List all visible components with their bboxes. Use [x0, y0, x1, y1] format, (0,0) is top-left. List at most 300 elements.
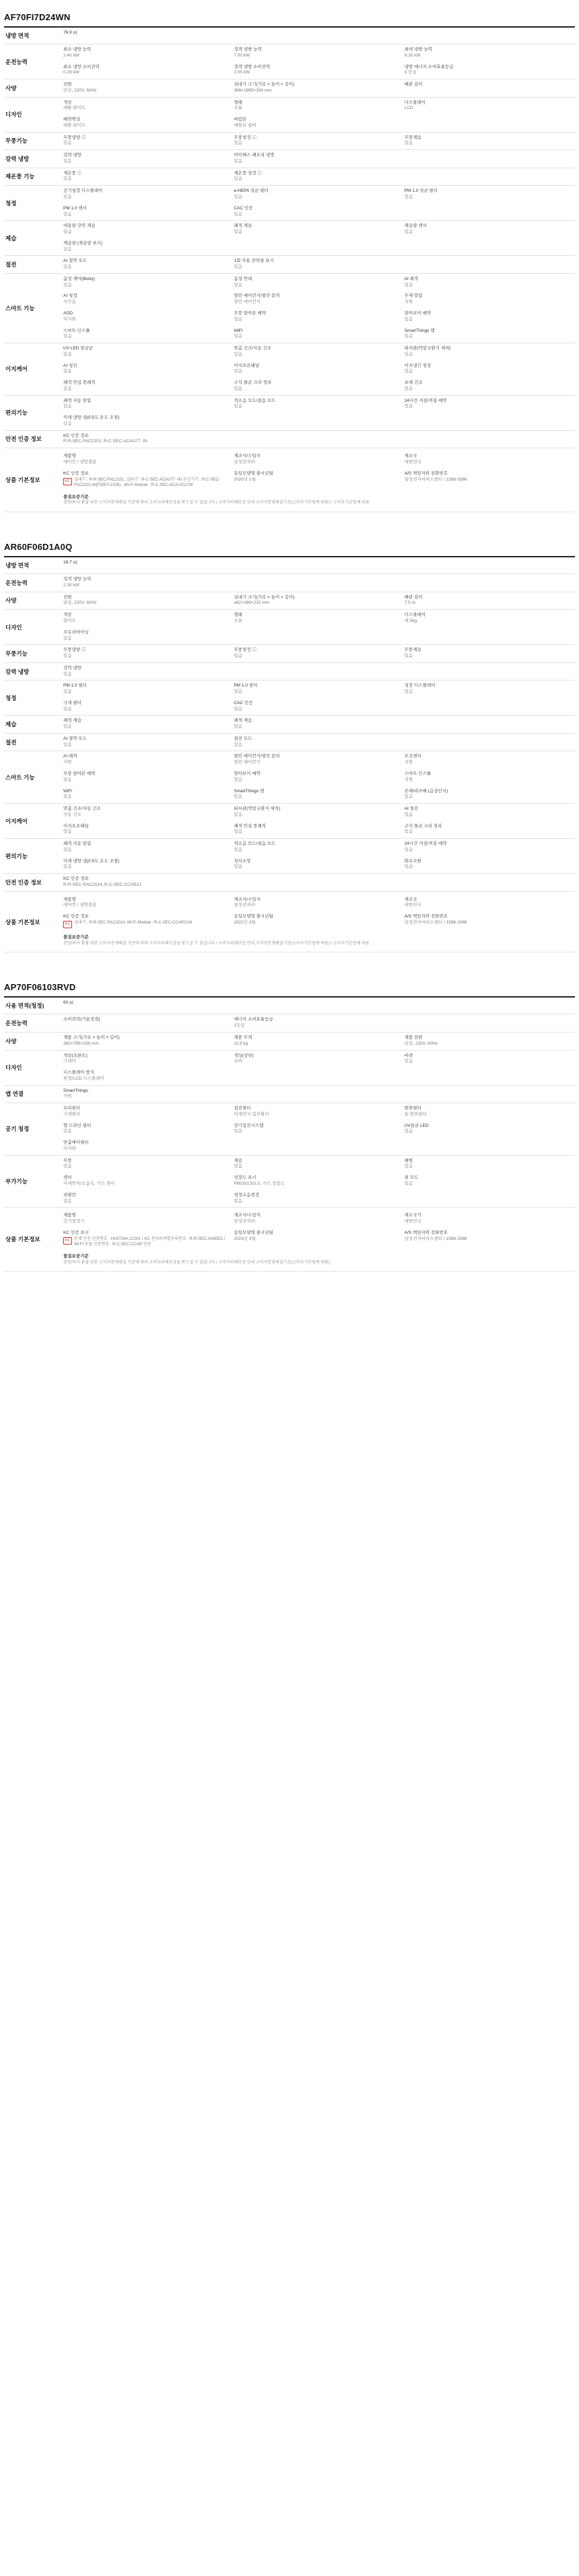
spec-cell [234, 44, 404, 62]
spec-cell-value: 있음 [404, 1059, 413, 1064]
basic-info-wrap [63, 1208, 575, 1271]
quality-warranty-title [63, 931, 575, 948]
spec-cell [63, 308, 234, 326]
spec-cell [234, 874, 404, 891]
spec-cell-label: 맞춤 건조/자동 건조 [63, 806, 101, 812]
spec-row-cells [63, 1103, 575, 1156]
spec-cell-value: R-R-SEC-FAC2101, R-C-SEC-ACAU77 -IN [63, 439, 147, 444]
spec-cell-label: CAC 인증 [234, 700, 253, 705]
basic-info-cell [63, 911, 234, 931]
cell-grid [63, 1190, 575, 1208]
spec-cell-label: 배면벽상 [63, 117, 81, 123]
spec-cell [234, 203, 404, 221]
basic-info-cell [405, 451, 575, 468]
spec-cell-label: 쾌적 제습 [234, 223, 252, 229]
basic-info-cell-label: 동일모델명 출시년월 [234, 914, 273, 919]
spec-cell [234, 1014, 404, 1032]
cell-grid [63, 221, 575, 238]
spec-row-label: 사양 [5, 1037, 17, 1045]
spec-cell [234, 28, 404, 40]
basic-info-cell-value: 삼성전자㈜ [234, 903, 255, 908]
spec-cell-label: 쾌적 자동 알림 [63, 841, 92, 847]
spec-cell [63, 839, 234, 856]
spec-cell-value: 숯 탈취필터 [404, 1111, 427, 1117]
spec-cell-label: 프리필터 [63, 1106, 81, 1111]
cell-grid [63, 114, 575, 132]
basic-info-cell-label: A/S 책임자와 전화번호 [404, 1230, 448, 1235]
basic-info-cell [63, 1210, 234, 1228]
spec-cell-value: 있음 [63, 706, 72, 711]
basic-info-cell [234, 1228, 404, 1250]
basic-info-wrap [63, 448, 575, 512]
spec-row-cells [63, 804, 575, 839]
spec-cell-label: 배관 길이 [404, 82, 423, 88]
spec-cell [234, 431, 404, 448]
basic-info-cell [234, 1210, 404, 1228]
spec-cell [234, 1121, 404, 1138]
spec-row-cells [63, 186, 575, 221]
cell-grid [63, 998, 575, 1010]
spec-cell [234, 681, 404, 698]
spec-cell [405, 62, 575, 79]
cell-grid [63, 238, 575, 256]
spec-cell-label: 쾌적 제습 [234, 718, 252, 724]
spec-cell-label: 화우소원 [404, 858, 421, 864]
spec-cell [63, 203, 234, 221]
kc-certification [63, 1237, 230, 1247]
quality-warranty-heading: 품질보증기준 [63, 935, 89, 940]
spec-cell [63, 186, 234, 203]
spec-cell-label: 24시간 켜짐/꺼짐 예약 [404, 841, 447, 847]
products-root [0, 0, 579, 1272]
spec-cell-label: 청정소음절정 [234, 1192, 260, 1197]
spec-cell [63, 1138, 234, 1155]
spec-cell-value: 미세먼지/소음속, 가스 센서 [63, 1181, 115, 1187]
spec-cell-value: 있음 [404, 794, 413, 800]
spec-cell [405, 44, 575, 62]
basic-info-cell [405, 911, 575, 931]
spec-cell [405, 769, 575, 786]
spec-table [4, 998, 575, 1272]
spec-cell [63, 698, 234, 716]
spec-cell-label: 쾌적 자동 알림 [63, 398, 92, 403]
basic-info-cell-value: 에어컨 / 냉방겸용 [63, 903, 97, 908]
spec-cell [234, 998, 404, 1010]
spec-cell-label: 대용량 강력 제습 [63, 223, 96, 229]
cell-grid [63, 1156, 575, 1173]
basic-info-row [4, 448, 575, 512]
spec-cell-value: 1등급 [234, 1023, 245, 1029]
spec-cell-label: 맞춤 건조/자동 건조 [234, 346, 271, 351]
spec-cell-value: 있음 [404, 230, 413, 235]
spec-cell [405, 716, 575, 733]
section-spacer [0, 952, 579, 970]
basic-info-cell [234, 468, 404, 491]
spec-cell-value: 원형/LCD 디스플레이 [63, 1076, 104, 1081]
spec-cell [405, 98, 575, 115]
spec-row-cells [63, 557, 575, 574]
spec-row-label: 무풍기능 [5, 137, 28, 145]
spec-cell-label: AI 쾌적 [404, 276, 419, 281]
basic-info-row [4, 891, 575, 952]
spec-cell-label: 음성 제어(Bixby) [63, 276, 96, 281]
cell-grid [63, 361, 575, 378]
spec-cell-label: 구석 물균 크리 정리 [234, 380, 271, 386]
cell-grid [63, 326, 575, 343]
spec-cell-value: 있음 [234, 706, 242, 711]
basic-info-cell [234, 895, 404, 912]
spec-cell [234, 396, 404, 413]
cell-grid [63, 1086, 575, 1103]
spec-cell-label: 제품 크기(가로 × 높이 × 깊이) [63, 1035, 120, 1040]
spec-cell [63, 557, 234, 569]
spec-cell-value: 실버 [234, 1059, 242, 1064]
spec-row [4, 716, 575, 734]
spec-cell-value: 극세필터 [63, 1111, 81, 1117]
spec-cell-label: SmartThings 앱 [234, 788, 265, 794]
spec-cell [405, 698, 575, 716]
spec-row-label: 청정 [5, 694, 17, 701]
spec-cell [63, 431, 234, 448]
spec-row [4, 1155, 575, 1208]
spec-cell [405, 1051, 575, 1068]
spec-cell-value: 미지원 [63, 316, 76, 322]
spec-cell-label: 향 드라인 필터 [63, 1123, 92, 1128]
basic-info-cell-label: 제품명 [63, 454, 76, 459]
spec-cell-label: 최대 냉방 능력 [404, 47, 432, 52]
spec-cell-label: 색상 [63, 100, 72, 105]
spec-cell-label: AI 절약 모드 [63, 258, 87, 264]
spec-cell-label: 제습량 센서 [404, 223, 427, 229]
spec-cell-label: 냉방 에너지 소비효율등급 [404, 64, 454, 69]
spec-row-label: 제온풍 기능 [5, 173, 35, 180]
spec-cell [63, 291, 234, 308]
spec-cell-label: 정격 냉방 능력 [63, 577, 92, 582]
spec-cell-value: 있음 [63, 195, 72, 200]
spec-cell-value: 지원 [404, 760, 413, 765]
spec-cell-label: 워서관(악앞교환식 세척) [404, 346, 451, 351]
cell-grid [63, 44, 575, 62]
spec-row-cells [63, 256, 575, 274]
spec-cell-label: 디스플레이 [404, 100, 426, 105]
spec-cell-value: 있음 [234, 195, 242, 200]
spec-cell [63, 1033, 234, 1050]
spec-cell-value: 9.30 kW [404, 53, 421, 58]
cell-grid [63, 1014, 575, 1032]
spec-cell-label: AI 청진 [63, 363, 77, 368]
spec-cell [405, 574, 575, 592]
cell-grid [63, 734, 575, 751]
spec-row [4, 662, 575, 681]
spec-row-cells [63, 1033, 575, 1051]
spec-cell [63, 874, 234, 891]
spec-cell-label: 정격 냉방 소비전력 [234, 64, 271, 69]
spec-cell-value: 있음 [234, 1129, 242, 1134]
kc-certification [63, 477, 230, 488]
product-title: AF70FI7D24WN [4, 12, 71, 22]
spec-row [4, 839, 575, 874]
spec-cell-value: 지원 [63, 760, 72, 765]
spec-cell [234, 769, 404, 786]
spec-cell [405, 133, 575, 150]
spec-cell-value: 메탈쉬 쉼버 [234, 123, 257, 128]
spec-cell-value: 있음 [234, 141, 242, 146]
spec-row [4, 1014, 575, 1033]
spec-row [4, 1050, 575, 1085]
spec-cell-value: 2.30 kW [63, 582, 79, 588]
spec-cell [63, 751, 234, 769]
spec-cell-label: 배관 길이 [404, 594, 423, 600]
spec-cell-value: 2.40 kW [63, 53, 79, 58]
spec-cell-value: 메탈 화이트 [63, 123, 86, 128]
spec-cell [405, 431, 575, 448]
spec-cell-value: 있음 [234, 724, 242, 730]
spec-cell-value: 있음 [234, 1198, 242, 1204]
spec-cell [405, 1068, 575, 1085]
spec-row-label: 무풍기능 [5, 650, 28, 658]
quality-warranty-heading: 품질보증기준 [63, 494, 89, 499]
spec-cell-label: 적소음 모드/절음 모드 [234, 841, 276, 847]
spec-cell [234, 1173, 404, 1190]
basic-info-cell-value: 대한민국 [404, 1219, 421, 1224]
spec-cell-label: 색상 [63, 613, 72, 618]
spec-row [4, 804, 575, 839]
spec-cell [63, 786, 234, 804]
spec-cell-label: 형태 [234, 613, 242, 618]
spec-cell-value: 있음 [234, 211, 242, 217]
spec-row-label: 강력 냉방 [5, 155, 30, 162]
kc-badge-icon: KC [63, 921, 72, 928]
spec-cell [63, 168, 234, 186]
spec-cell [405, 627, 575, 645]
spec-cell-label: 포체 건조 [404, 380, 423, 386]
spec-cell-label: 제품 전원 [404, 1035, 423, 1040]
spec-cell-value: 있음 [63, 265, 72, 270]
cell-grid [63, 274, 575, 291]
spec-cell-label: PM 1.0 성균 필터 [404, 188, 438, 194]
spec-row-label: 사양 [5, 597, 17, 604]
spec-cell-value: 지원 [63, 1094, 72, 1099]
spec-cell-value: 7.5 m [404, 600, 415, 606]
spec-cell [63, 114, 234, 132]
spec-cell [234, 274, 404, 291]
spec-cell [63, 1173, 234, 1190]
spec-row-label: 디자인 [5, 623, 22, 631]
spec-row-cells [63, 1155, 575, 1208]
spec-cell-value: 있음 [63, 246, 72, 252]
spec-cell-label: 미세 냉방 냉(0.5도 온도 조절) [63, 858, 120, 864]
spec-cell-value: 단상, 220V, 60Hz [63, 88, 97, 93]
spec-cell-value: 있음 [234, 230, 242, 235]
spec-row [4, 28, 575, 44]
basic-info-cell-label: A/S 책임자와 전화번호 [404, 914, 448, 919]
spec-cell [234, 79, 404, 97]
spec-row-cells [63, 150, 575, 168]
cell-grid [63, 168, 575, 186]
spec-row [4, 998, 575, 1014]
spec-cell-label: 성서소망 [234, 858, 251, 864]
basic-info-cell-value: 에어컨 / 냉방겸용 [63, 459, 97, 464]
spec-cell [63, 1086, 234, 1103]
spec-cell-label: 공기청정 디스플레이 [63, 188, 103, 194]
spec-row-label: 사용 면적(청정) [5, 1002, 44, 1010]
spec-cell-label: AOD [63, 310, 73, 316]
spec-cell-value: 열린 에어컨식 [234, 760, 261, 765]
spec-cell-label: 무풍제습 [404, 648, 421, 653]
basic-info-cell [234, 911, 404, 931]
spec-row-label: 절전 [5, 261, 17, 269]
spec-cell [234, 256, 404, 273]
spec-cell-label: 1회 사용 전력량 표시 [234, 258, 274, 264]
spec-cell [405, 150, 575, 168]
basic-info-cell-value: 대한민국 [404, 903, 421, 908]
spec-cell [405, 343, 575, 361]
spec-cell [234, 663, 404, 681]
spec-cell-label: 18.7 ㎡ [63, 560, 77, 565]
cell-grid [63, 62, 575, 79]
spec-cell-value: 우물 [234, 106, 242, 111]
spec-cell-value: 11.9 kg [234, 1041, 248, 1046]
spec-cell-label: 핏 모드 [404, 1175, 419, 1181]
spec-cell [405, 734, 575, 751]
cell-grid [63, 804, 575, 821]
spec-cell-value: 있음 [404, 351, 413, 357]
spec-cell [405, 28, 575, 40]
spec-cell-label: 무풍청정 ⓘ [234, 135, 257, 140]
spec-cell [63, 98, 234, 115]
spec-row [4, 150, 575, 168]
spec-cell-value: 있음 [234, 282, 242, 287]
spec-row-cells [63, 645, 575, 663]
spec-cell [405, 856, 575, 874]
spec-cell-value: 360×785×339 mm [63, 1041, 99, 1046]
spec-cell-value: 있음 [404, 334, 413, 339]
spec-row-cells [63, 839, 575, 874]
spec-cell-value: 있음 [404, 141, 413, 146]
spec-cell [234, 1051, 404, 1068]
spec-row [4, 343, 575, 396]
spec-cell-label: 강력 냉방 [63, 665, 81, 670]
quality-warranty-title [63, 1250, 575, 1267]
spec-cell [234, 308, 404, 326]
spec-row-cells [63, 28, 575, 44]
cell-grid [63, 1121, 575, 1138]
spec-cell [63, 821, 234, 839]
spec-cell [405, 1121, 575, 1138]
cell-grid [63, 133, 575, 150]
spec-cell-value: 있음 [404, 316, 413, 322]
spec-row [4, 97, 575, 132]
cell-grid [63, 378, 575, 395]
spec-cell-label: AI 쾌적 [63, 754, 77, 759]
basic-info-cell [405, 1210, 575, 1228]
spec-cell [63, 1051, 234, 1068]
spec-row [4, 574, 575, 592]
spec-cell [234, 1156, 404, 1173]
spec-cell-label: 무재 알림 [404, 293, 423, 299]
basic-info-cell [63, 468, 234, 491]
spec-row-cells [63, 733, 575, 751]
spec-row-label: 이지케어 [5, 817, 28, 825]
basic-info-row [4, 1208, 575, 1272]
spec-cell-label: 최소 냉방 능력 [63, 47, 92, 52]
cell-grid [63, 1138, 575, 1155]
spec-cell-label: 76.9 ㎡ [63, 30, 77, 35]
spec-cell-label: 무풍 [63, 1158, 72, 1163]
spec-cell-label: 실내기 크기(가로 × 높이 × 깊이) [234, 594, 295, 600]
spec-cell-label: 쾌적 안심 풍쾌적 [234, 823, 266, 829]
spec-cell-label: 무풍청정 ⓘ [234, 648, 257, 653]
spec-cell-label: 바퀴 [404, 1053, 413, 1058]
spec-cell-label: 최소 냉방 소비전력 [63, 64, 100, 69]
spec-row [4, 256, 575, 274]
spec-cell [63, 1121, 234, 1138]
basic-info-cell [405, 895, 575, 912]
cell-grid [63, 645, 575, 662]
spec-cell [63, 221, 234, 238]
spec-cell [234, 291, 404, 308]
spec-row-label: 제습 [5, 721, 17, 728]
spec-cell [63, 256, 234, 273]
spec-cell [234, 238, 404, 256]
spec-row-label: 이지케어 [5, 365, 28, 373]
spec-cell [63, 627, 234, 645]
basic-info-wrap [63, 892, 575, 952]
spec-cell-value: 있음 [234, 1164, 242, 1169]
cell-grid [63, 681, 575, 698]
spec-cell [63, 238, 234, 256]
basic-info-cell-label: 동일모델명 출시년월 [234, 471, 273, 476]
spec-cell [234, 378, 404, 395]
spec-row-cells [63, 132, 575, 150]
basic-info-cell-value: 삼성전자서비스센터 / 1588-3366 [404, 1236, 467, 1241]
spec-cell-value: 있음 [234, 654, 242, 659]
spec-cell-value: 있음 [63, 864, 72, 870]
spec-cell-label: 쾌범 [404, 1158, 413, 1163]
spec-cell [405, 168, 575, 186]
spec-cell [234, 150, 404, 168]
spec-row [4, 221, 575, 256]
quality-warranty-text: 중량/하자 환불 위한 소비자문제해결 기준에 따라 소비자피해보상을 받으실 수 있습니다 / 소비자피해보상 안내 소비자분쟁해결기준(소비자기본법에 따름) / 소비자기본법에 따름 [63, 501, 370, 506]
spec-cell [63, 1103, 234, 1121]
spec-row [4, 79, 575, 98]
cell-grid [63, 1033, 575, 1050]
spec-cell-label: SmartThings 앱 [404, 328, 435, 333]
spec-cell-label: 알아보이 예약 [404, 310, 432, 316]
spec-cell [405, 1086, 575, 1103]
spec-cell-value: 있음 [63, 1198, 72, 1204]
basic-info-cell-value: 삼성전자㈜ [234, 1219, 255, 1224]
spec-cell-label: 쾌적 안심 풍쾌적 [63, 380, 96, 386]
quality-warranty-heading: 품질보증기준 [63, 1253, 89, 1259]
spec-cell-label: 디스플레이 [404, 613, 426, 618]
spec-cell [405, 221, 575, 238]
spec-row-cells [63, 395, 575, 430]
spec-cell-label: 색상(프론트) [63, 1053, 88, 1058]
spec-cell-value: 369×1885×294 mm [234, 88, 272, 93]
spec-cell-value: 7.00 kW [234, 53, 250, 58]
spec-cell-label: 워서관(악앞교환식 세척) [234, 806, 281, 812]
spec-cell-value: 있음 [63, 1164, 72, 1169]
spec-row [4, 557, 575, 574]
cell-grid [63, 856, 575, 874]
spec-cell-label: e-HEPA 성균 필터 [234, 188, 269, 194]
spec-row [4, 592, 575, 610]
spec-cell-value: 있음 [63, 1129, 72, 1134]
cell-grid [63, 698, 575, 716]
spec-row [4, 1033, 575, 1051]
spec-row-label: 운전능력 [5, 58, 28, 65]
